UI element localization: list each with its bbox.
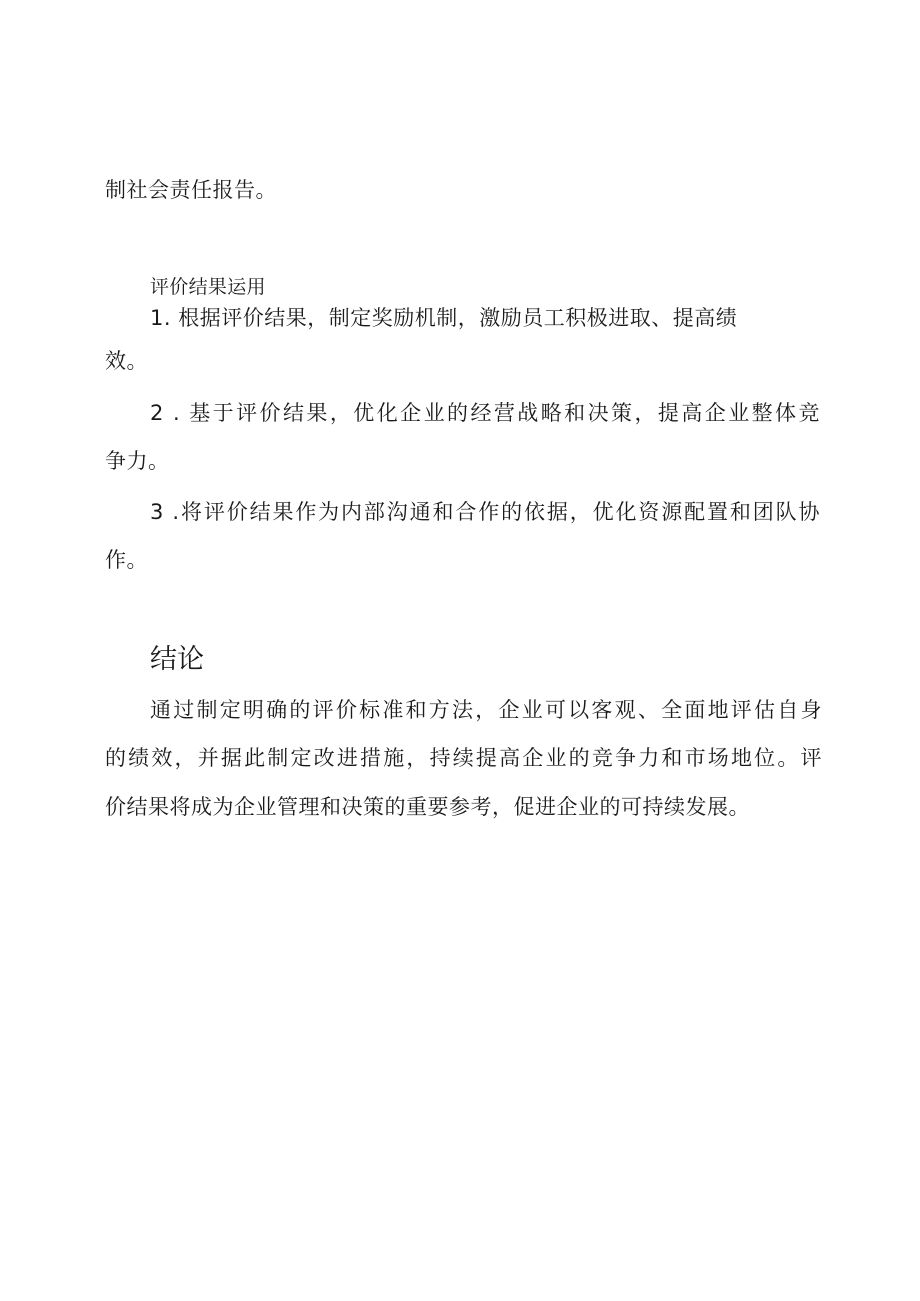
conclusion-heading: 结论 <box>150 644 204 675</box>
list-item-1-line-2: 效。 <box>105 349 148 373</box>
list-item-3-line-1: 3 .将评价结果作为内部沟通和合作的依据，优化资源配置和团队协 <box>150 500 820 524</box>
list-item-2-line-1: 2 . 基于评价结果，优化企业的经营战略和决策，提高企业整体竞 <box>150 401 820 425</box>
conclusion-line-2: 的绩效，并据此制定改进措施，持续提高企业的竞争力和市场地位。评 <box>105 746 822 770</box>
continuation-line: 制社会责任报告。 <box>105 178 277 202</box>
list-item-3-line-2: 作。 <box>105 548 148 572</box>
conclusion-line-1: 通过制定明确的评价标准和方法，企业可以客观、全面地评估自身 <box>150 698 822 722</box>
conclusion-line-3: 价结果将成为企业管理和决策的重要参考，促进企业的可持续发展。 <box>105 795 750 819</box>
list-item-1-line-1: 1. 根据评价结果，制定奖励机制，激励员工积极进取、提高绩 <box>150 306 738 330</box>
list-item-2-line-2: 争力。 <box>105 449 170 473</box>
evaluation-use-heading: 评价结果运用 <box>150 276 266 298</box>
